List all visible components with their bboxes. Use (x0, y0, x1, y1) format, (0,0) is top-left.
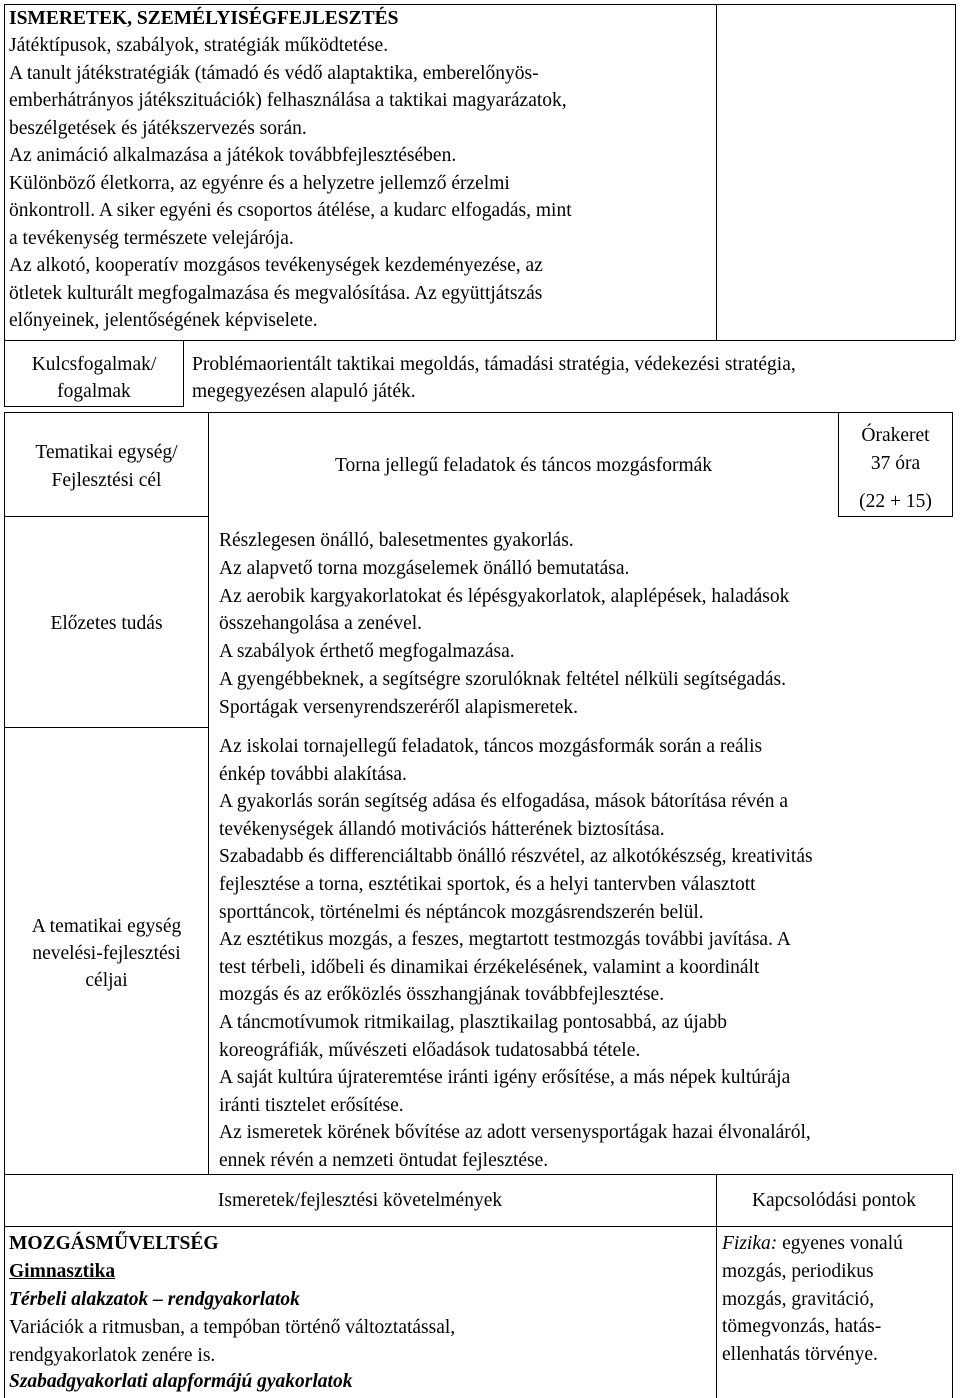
kulcsfogalmak-label-2: fogalmak (57, 381, 131, 402)
variaciok-line-1: Variációk a ritmusban, a tempóban történő változtatással, (9, 1317, 456, 1338)
celjai-line: Az iskolai tornajellegű feladatok, táncos mozgásformák során a reális (219, 736, 763, 757)
gimnasztika-heading: Gimnasztika (9, 1261, 116, 1282)
celjai-label-1: A tematikai egység (31, 916, 182, 937)
top-section-line: Az alkotó, kooperatív mozgásos tevékenységek kezdeményezése, az (9, 255, 543, 276)
celjai-line: koreográfiák, művészeti előadások tudatosabbá tétele. (219, 1039, 641, 1061)
celjai-label-3: céljai (85, 970, 128, 991)
orakeret-label: Órakeret (861, 425, 930, 446)
tematikai-label-2: Fejlesztési cél (51, 470, 162, 491)
elozetes-label: Előzetes tudás (50, 613, 163, 634)
top-section-line: emberhátrányos játékszituációk) felhasználása a taktikai magyarázatok, (9, 90, 567, 111)
elozetes-line: A gyengébbeknek, a segítségre szorulóknak feltétel nélküli segítségadás. (219, 669, 786, 690)
border-between-elozetes-celjai (4, 727, 209, 728)
orakeret-split: (22 + 15) (859, 491, 932, 512)
border-below-bottom-headers (4, 1226, 952, 1227)
celjai-line: énkép további alakítása. (219, 763, 407, 785)
variaciok-line-2: rendgyakorlatok zenére is. (9, 1345, 216, 1366)
top-section-line: Különböző életkorra, az egyénre és a helyzetre jellemző érzelmi (9, 172, 510, 194)
top-section-line: önkontroll. A siker egyéni és csoportos átélése, a kudarc elfogadás, mint (9, 200, 572, 221)
top-section-line: A tanult játékstratégiák (támadó és védő alaptaktika, emberelőnyös- (9, 62, 539, 84)
orakeret-value: 37 óra (870, 453, 921, 474)
celjai-line: fejlesztése a torna, esztétikai sportok, és a helyi tantervben választott (219, 874, 756, 895)
border-below-tematikai-right (838, 516, 953, 517)
border-right-bottom (952, 1174, 953, 1398)
kulcsfogalmak-content-2: megegyezésen alapuló játék. (192, 381, 416, 402)
top-section-line: ötletek kulturált megfogalmazása és megvalósítása. Az együttjátszás (9, 282, 543, 304)
border-top-tematikai (4, 412, 952, 413)
elozetes-line: Sportágak versenyrendszeréről alapismeretek. (219, 696, 578, 718)
fizika-line (722, 1230, 903, 1258)
top-section-line: a tevékenység természete velejárója. (9, 227, 294, 249)
fizika-label: Fizika: (722, 1233, 778, 1254)
terbeli-heading: Térbeli alakzatok – rendgyakorlatok (9, 1289, 300, 1310)
border-top-right (716, 4, 955, 5)
celjai-line: A saját kultúra újrateremtése iránti igény erősítése, a más népek kultúrája (219, 1067, 791, 1089)
fizika-rest: egyenes vonalú (777, 1233, 903, 1254)
mozgasmuveltseg-heading: MOZGÁSMŰVELTSÉG (9, 1233, 219, 1254)
celjai-line: mozgás és az erőközlés összhangjának továbbfejlesztése. (219, 984, 665, 1006)
top-section-line: Az animáció alkalmazása a játékok továbbfejlesztésében. (9, 145, 457, 166)
border-below-top (4, 340, 955, 341)
kapcsolodasi-line: mozgás, periodikus (722, 1261, 874, 1282)
border-right-top (955, 4, 956, 340)
top-section-line: előnyeinek, jelentőségének képviselete. (9, 310, 318, 331)
elozetes-line: Részlegesen önálló, balesetmentes gyakorlás. (219, 530, 574, 551)
celjai-line: Az ismeretek körének bővítése az adott versenysportágak hazai élvonaláról, (219, 1122, 811, 1144)
celjai-line: A gyakorlás során segítség adása és elfogadása, mások bátorítása révén a (219, 791, 789, 813)
elozetes-line: összehangolása a zenével. (219, 613, 423, 635)
celjai-line: Az esztétikus mozgás, a feszes, megtartott testmozgás további javítása. A (219, 929, 791, 951)
celjai-line: iránti tisztelet erősítése. (219, 1094, 404, 1116)
kulcsfogalmak-content-1: Problémaorientált taktikai megoldás, támadási stratégia, védekezési stratégia, (192, 354, 796, 375)
ismeretek-header: Ismeretek/fejlesztési követelmények (217, 1190, 503, 1211)
border-below-kulcs (4, 406, 184, 407)
section-heading: ISMERETEK, SZEMÉLYISÉGFEJLESZTÉS (9, 8, 399, 29)
top-section-line: beszélgetések és játékszervezés során. (9, 117, 307, 139)
elozetes-line: Az alapvető torna mozgáselemek önálló bemutatása. (219, 557, 630, 579)
celjai-line: ennek révén a nemzeti öntudat fejlesztése. (219, 1150, 549, 1171)
tematikai-title: Torna jellegű feladatok és táncos mozgásformák (334, 455, 713, 476)
celjai-line: A táncmotívumok ritmikailag, plasztikailag pontosabbá, az újabb (219, 1012, 727, 1033)
elozetes-line: A szabályok érthető megfogalmazása. (219, 641, 515, 663)
kulcsfogalmak-label-1: Kulcsfogalmak/ (31, 354, 157, 375)
celjai-line: tevékenységek állandó motivációs hátterének biztosítása. (219, 818, 665, 840)
top-section-line: Játéktípusok, szabályok, stratégiák működtetése. (9, 35, 389, 56)
elozetes-line: Az aerobik kargyakorlatokat és lépésgyakorlatok, alaplépések, haladások (219, 585, 790, 607)
border-divider-top (716, 4, 717, 340)
szabadgyakorlat-heading: Szabadgyakorlati alapformájú gyakorlatok (9, 1371, 353, 1392)
celjai-line: Szabadabb és differenciáltabb önálló részvétel, az alkotókészség, kreativitás (219, 846, 813, 868)
border-left-top (4, 4, 5, 340)
kapcsolodasi-header: Kapcsolódási pontok (751, 1190, 917, 1211)
kapcsolodasi-line: ellenhatás törvénye. (722, 1343, 878, 1365)
tematikai-label-1: Tematikai egység/ (35, 442, 178, 463)
border-below-tematikai-left (4, 516, 209, 517)
kapcsolodasi-line: tömegvonzás, hatás- (722, 1316, 882, 1337)
celjai-label-2: nevelési-fejlesztési (32, 943, 181, 964)
celjai-line: sporttáncok, történelmi és néptáncok mozgásrendszerén belül. (219, 901, 704, 923)
kapcsolodasi-line: mozgás, gravitáció, (722, 1288, 875, 1310)
celjai-line: test térbeli, időbeli és dinamikai érzékelésének, valamint a koordinált (219, 956, 760, 978)
